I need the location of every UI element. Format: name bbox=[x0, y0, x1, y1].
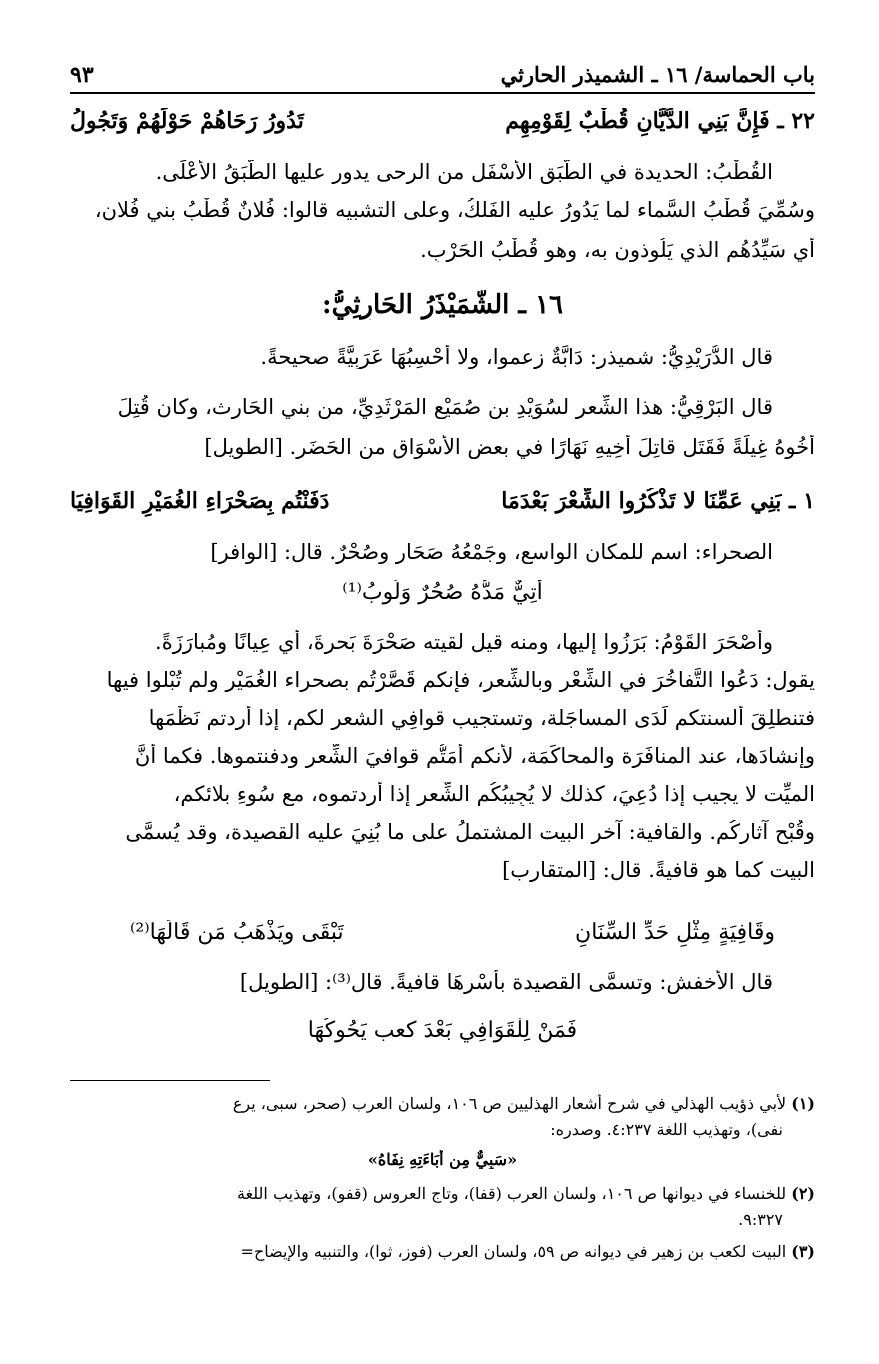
commentary-line: أي سَيِّدُهُم الذي يَلُوذون به، وهو قُطْبُ الحَرْبِ. bbox=[420, 238, 815, 262]
footnote-quote: «سَبِيٌّ مِن أَبَاءَتِهِ نِفَاهُ» bbox=[367, 1150, 518, 1169]
footnote-separator bbox=[70, 1080, 270, 1081]
page-number: ٩٣ bbox=[70, 62, 94, 88]
verse-1-hemistich-1: ١ ـ بَنِي عَمِّنَا لا تَذْكُرُوا الشِّعْرَ بَعْدَمَا bbox=[501, 488, 815, 514]
verse-1-hemistich-2: دَفَنْتُم بِصَحْرَاءِ الغُمَيْرِ القَوَافِيَا bbox=[70, 488, 330, 514]
running-header bbox=[70, 58, 815, 94]
commentary-line: قال الأخفش: وتسمَّى القصيدة بأسْرِهَا قافيةً. قال⁽³⁾: [الطويل] bbox=[239, 970, 773, 994]
book-page bbox=[70, 40, 815, 1340]
commentary-line: وقُبْح آثارِكُم. والقافية: آخر البيت المشتملُ على ما بُنِيَ عليه القصيدة، وقد يُسمَّى bbox=[125, 820, 815, 844]
quoted-verse-hemistich-1: وقَافِيَةٍ مِثْلِ حَدِّ السِّنَانِ bbox=[575, 920, 775, 945]
commentary-line: القُطْبُ: الحديدة في الطَّبَقِ الأَسْفَلِ من الرحى يدور عليها الطَّبَقُ الأَعْلَى. bbox=[155, 160, 773, 184]
commentary-line: يقول: دَعُوا التَّفاخُرَ في الشِّعْرِ وبالشِّعر، فإنكم قَصَّرْتُم بصحراء الغُمَيْرِ ولم تُبْلوا فيها bbox=[106, 668, 815, 692]
footnote-text: ٩:٣٢٧. bbox=[738, 1210, 783, 1229]
commentary-line: الميِّت لا يجيب إذا دُعِيَ، كذلك لا يُجِيبُكُم الشِّعر إذا أردتموه، مع سُوءِ بلائكم، bbox=[173, 782, 815, 806]
footnote bbox=[70, 1242, 815, 1261]
commentary-line: وسُمِّيَ قُطْبُ السَّماء لما يَدُورُ عليه الفَلكُ، وعلى التشبيه قالوا: فُلانٌ قُطْبُ بني فُلانٍ، bbox=[94, 198, 815, 222]
footnote bbox=[70, 1184, 815, 1203]
verse-1 bbox=[70, 488, 815, 522]
footnote-text: البيت لكعب بن زهير في ديوانه ص ٥٩، ولسان العرب (فوز، ثوا)، والتنبيه والإيضاح= bbox=[240, 1242, 787, 1261]
commentary-line: البيت كما هو قافيةً. قال: [المتقارب] bbox=[502, 858, 815, 882]
commentary-line: فتنطلِقَ ألسنتكم لَدَى المساجَلة، وتستجيب قوافِي الشعر لكم، إذا أردتم نَظْمَها bbox=[148, 706, 815, 730]
quoted-verse: أَتِيٌّ مَدُّهُ صُحُرٌ وَلُوبُ⁽¹⁾ bbox=[342, 580, 543, 605]
footnote-text: لأبي ذؤيب الهذلي في شرح أشعار الهذليين ص ١٠٦، ولسان العرب (صحر، سبى، يرع bbox=[232, 1094, 787, 1113]
section-title: ١٦ ـ الشَّمَيْذَرُ الحَارِثِيُّ: bbox=[321, 290, 564, 320]
commentary-line: الصحراء: اسم للمكان الواسع، وجَمْعُهُ صَحَارٍ وصُحْرٌ. قال: [الوافر] bbox=[210, 540, 773, 564]
commentary-line: وأَصْحَرَ القَوْمُ: بَرَزُوا إليها، ومنه قيل لقيته صَحْرَةَ بَحرةَ، أي عِيانًا ومُبارَزَةً. bbox=[155, 630, 773, 654]
intro-line: أَخُوهُ غِيلَةً فَقَتَل قاتِلَ أَخِيهِ نَهَارًا في بعض الأَسْوَاقِ من الحَضَرِ. [الطويل] bbox=[204, 435, 815, 459]
footnote-number: (١) bbox=[791, 1094, 815, 1113]
verse-22-hemistich-1: ٢٢ ـ فَإِنَّ بَنِي الدَّيَّانِ قُطْبٌ لِقَوْمِهِم bbox=[505, 108, 815, 134]
intro-line: قال الدُّرَيْدِيُّ: شميذر: دَابَّةٌ زعموا، ولا أَحْسِبُهَا عَرَبِيَّةً صحيحةً. bbox=[260, 345, 773, 369]
footnote-number: (٢) bbox=[791, 1184, 815, 1203]
verse-22-hemistich-2: تَدُورُ رَحَاهُمْ حَوْلَهُمْ وَتَجُولُ bbox=[70, 108, 304, 134]
footnote-text: نفى)، وتهذيب اللغة ٤:٢٣٧. وصدره: bbox=[550, 1120, 783, 1139]
intro-line: قال البَرْقِيُّ: هذا الشِّعر لسُوَيْدِ بن صُمَيْعِ المَرْثَدِيِّ، من بني الحَارِث، وكان قُتِلَ bbox=[117, 395, 773, 419]
quoted-verse bbox=[70, 920, 815, 956]
footnote-text: للخنساء في ديوانها ص ١٠٦، ولسان العرب (قفا)، وتاج العروس (قفو)، وتهذيب اللغة bbox=[236, 1184, 787, 1203]
verse-22 bbox=[70, 108, 815, 142]
commentary-line: وإنشادَها، عند المنافَرَة والمحاكَمَة، لأنكم أَمَتُّم قوافيَ الشِّعر ودفنتموها. فكما أنَّ bbox=[134, 744, 815, 768]
quoted-verse: فَمَنْ لِلْقَوَافِي بَعْدَ كعب يَحُوكُهَا bbox=[307, 1018, 578, 1043]
footnote-number: (٣) bbox=[791, 1242, 815, 1261]
header-title: باب الحماسة/ ١٦ ـ الشميذر الحارثي bbox=[500, 62, 815, 87]
footnote bbox=[70, 1094, 815, 1113]
quoted-verse-hemistich-2: تَبْقَى ويَذْهَبُ مَن قَالَهَا⁽²⁾ bbox=[130, 920, 344, 945]
